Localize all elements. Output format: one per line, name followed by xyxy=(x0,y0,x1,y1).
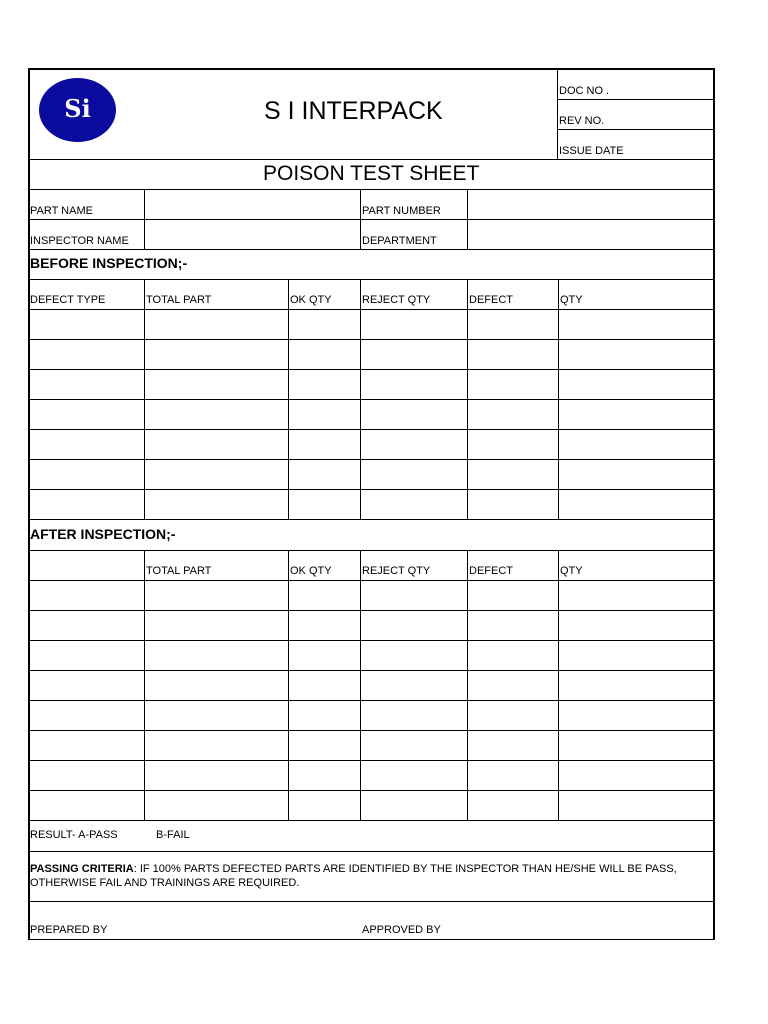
header-divider xyxy=(557,68,558,160)
table-cell[interactable] xyxy=(289,340,360,369)
table-cell[interactable] xyxy=(559,310,713,339)
border-top xyxy=(28,68,715,70)
table-cell[interactable] xyxy=(145,340,288,369)
table-cell[interactable] xyxy=(145,671,288,700)
table-cell[interactable] xyxy=(29,370,144,399)
inspector-name-label: INSPECTOR NAME xyxy=(30,235,129,247)
table-cell[interactable] xyxy=(468,701,558,730)
table-cell[interactable] xyxy=(29,611,144,640)
table-cell[interactable] xyxy=(559,581,713,610)
table-cell[interactable] xyxy=(145,430,288,459)
column-header: OK QTY xyxy=(290,565,332,577)
header-line xyxy=(557,99,714,100)
table-cell[interactable] xyxy=(289,581,360,610)
table-cell[interactable] xyxy=(29,430,144,459)
table-cell[interactable] xyxy=(559,761,713,790)
table-cell[interactable] xyxy=(145,791,288,820)
department-label: DEPARTMENT xyxy=(362,235,437,247)
result-pass-label: RESULT- A-PASS xyxy=(30,829,118,841)
table-cell[interactable] xyxy=(468,490,558,519)
table-cell[interactable] xyxy=(468,641,558,670)
result-fail-label: B-FAIL xyxy=(156,829,190,841)
doc-no-label: DOC NO . xyxy=(559,85,610,97)
table-cell[interactable] xyxy=(361,370,467,399)
table-cell[interactable] xyxy=(289,671,360,700)
table-cell[interactable] xyxy=(559,430,713,459)
table-cell[interactable] xyxy=(145,701,288,730)
row-line xyxy=(28,159,715,160)
company-name: S I INTERPACK xyxy=(264,97,443,125)
table-cell[interactable] xyxy=(361,430,467,459)
table-cell[interactable] xyxy=(559,340,713,369)
table-cell[interactable] xyxy=(29,701,144,730)
table-cell[interactable] xyxy=(145,460,288,489)
table-cell[interactable] xyxy=(559,460,713,489)
table-cell[interactable] xyxy=(361,460,467,489)
table-cell[interactable] xyxy=(29,460,144,489)
prepared-by-label: PREPARED BY xyxy=(30,924,108,936)
column-header: QTY xyxy=(560,294,583,306)
table-cell[interactable] xyxy=(468,611,558,640)
table-cell[interactable] xyxy=(29,731,144,760)
column-header: REJECT QTY xyxy=(362,565,431,577)
border-right xyxy=(713,68,715,940)
before-inspection-heading: BEFORE INSPECTION;- xyxy=(30,255,188,271)
column-header: TOTAL PART xyxy=(146,565,212,577)
sheet-title: POISON TEST SHEET xyxy=(263,162,480,185)
rev-no-label: REV NO. xyxy=(559,115,605,127)
table-cell[interactable] xyxy=(559,370,713,399)
table-cell[interactable] xyxy=(29,581,144,610)
table-cell[interactable] xyxy=(361,310,467,339)
table-cell[interactable] xyxy=(289,611,360,640)
table-cell[interactable] xyxy=(361,701,467,730)
row-line xyxy=(28,901,715,902)
table-cell[interactable] xyxy=(468,581,558,610)
table-cell[interactable] xyxy=(145,400,288,429)
passing-criteria-text: : IF 100% PARTS DEFECTED PARTS ARE IDENTIFIED BY THE INSPECTOR THAN HE/SHE WILL BE PASS, xyxy=(133,863,677,875)
border-bottom xyxy=(28,939,715,940)
table-cell[interactable] xyxy=(559,490,713,519)
table-cell[interactable] xyxy=(559,701,713,730)
table-cell[interactable] xyxy=(289,641,360,670)
table-cell[interactable] xyxy=(361,611,467,640)
inspection-sheet xyxy=(28,68,715,940)
part-number-label: PART NUMBER xyxy=(362,205,441,217)
table-cell[interactable] xyxy=(361,641,467,670)
table-cell[interactable] xyxy=(29,310,144,339)
table-cell[interactable] xyxy=(361,581,467,610)
table-cell[interactable] xyxy=(361,340,467,369)
table-cell[interactable] xyxy=(559,611,713,640)
table-cell[interactable] xyxy=(468,400,558,429)
company-logo xyxy=(39,78,116,142)
row-line xyxy=(28,820,715,821)
column-header: DEFECT xyxy=(469,294,513,306)
part-number-field[interactable] xyxy=(468,190,713,219)
table-cell[interactable] xyxy=(145,581,288,610)
table-cell[interactable] xyxy=(29,791,144,820)
table-cell[interactable] xyxy=(468,430,558,459)
row-line xyxy=(28,550,715,551)
table-cell[interactable] xyxy=(29,490,144,519)
logo-text: Si xyxy=(64,94,91,123)
table-cell[interactable] xyxy=(468,761,558,790)
table-cell[interactable] xyxy=(289,701,360,730)
table-cell[interactable] xyxy=(145,490,288,519)
table-cell[interactable] xyxy=(468,671,558,700)
table-cell[interactable] xyxy=(289,460,360,489)
table-cell[interactable] xyxy=(145,761,288,790)
table-cell[interactable] xyxy=(145,370,288,399)
table-cell[interactable] xyxy=(145,611,288,640)
column-header: OK QTY xyxy=(290,294,332,306)
table-cell[interactable] xyxy=(289,731,360,760)
row-line xyxy=(28,851,715,852)
table-cell[interactable] xyxy=(289,370,360,399)
table-cell[interactable] xyxy=(468,791,558,820)
table-cell[interactable] xyxy=(289,490,360,519)
table-cell[interactable] xyxy=(468,340,558,369)
after-inspection-heading: AFTER INSPECTION;- xyxy=(30,526,176,542)
table-cell[interactable] xyxy=(289,430,360,459)
table-cell[interactable] xyxy=(145,731,288,760)
table-cell[interactable] xyxy=(289,400,360,429)
table-cell[interactable] xyxy=(468,310,558,339)
table-cell[interactable] xyxy=(29,671,144,700)
department-field[interactable] xyxy=(468,220,713,249)
row-line xyxy=(28,279,715,280)
approved-by-label: APPROVED BY xyxy=(362,924,441,936)
column-header: TOTAL PART xyxy=(146,294,212,306)
table-cell[interactable] xyxy=(289,310,360,339)
table-cell[interactable] xyxy=(468,370,558,399)
table-cell[interactable] xyxy=(29,641,144,670)
table-cell[interactable] xyxy=(361,761,467,790)
table-cell[interactable] xyxy=(29,761,144,790)
inspector-name-field[interactable] xyxy=(145,220,360,249)
table-cell[interactable] xyxy=(289,791,360,820)
table-cell[interactable] xyxy=(559,400,713,429)
table-cell[interactable] xyxy=(361,490,467,519)
table-cell[interactable] xyxy=(361,731,467,760)
table-cell[interactable] xyxy=(361,791,467,820)
table-cell[interactable] xyxy=(559,671,713,700)
issue-date-label: ISSUE DATE xyxy=(559,145,624,157)
table-cell[interactable] xyxy=(289,761,360,790)
column-header: QTY xyxy=(560,565,583,577)
table-cell[interactable] xyxy=(559,731,713,760)
table-cell[interactable] xyxy=(361,671,467,700)
table-cell[interactable] xyxy=(559,641,713,670)
table-cell[interactable] xyxy=(29,400,144,429)
passing-criteria-line1 xyxy=(30,863,677,875)
passing-criteria-label: PASSING CRITERIA xyxy=(30,863,134,875)
part-name-field[interactable] xyxy=(145,190,360,219)
column-header: DEFECT xyxy=(469,565,513,577)
table-cell[interactable] xyxy=(145,641,288,670)
table-cell[interactable] xyxy=(29,340,144,369)
table-cell[interactable] xyxy=(468,460,558,489)
table-cell[interactable] xyxy=(361,400,467,429)
column-header: REJECT QTY xyxy=(362,294,431,306)
table-cell[interactable] xyxy=(468,731,558,760)
header-line xyxy=(557,129,714,130)
passing-criteria-line2: OTHERWISE FAIL AND TRAININGS ARE REQUIRED. xyxy=(30,877,300,889)
column-header: DEFECT TYPE xyxy=(30,294,106,306)
table-cell[interactable] xyxy=(145,310,288,339)
part-name-label: PART NAME xyxy=(30,205,93,217)
row-line xyxy=(28,249,715,250)
col-line xyxy=(360,189,361,249)
table-cell[interactable] xyxy=(559,791,713,820)
row-line xyxy=(28,519,715,520)
